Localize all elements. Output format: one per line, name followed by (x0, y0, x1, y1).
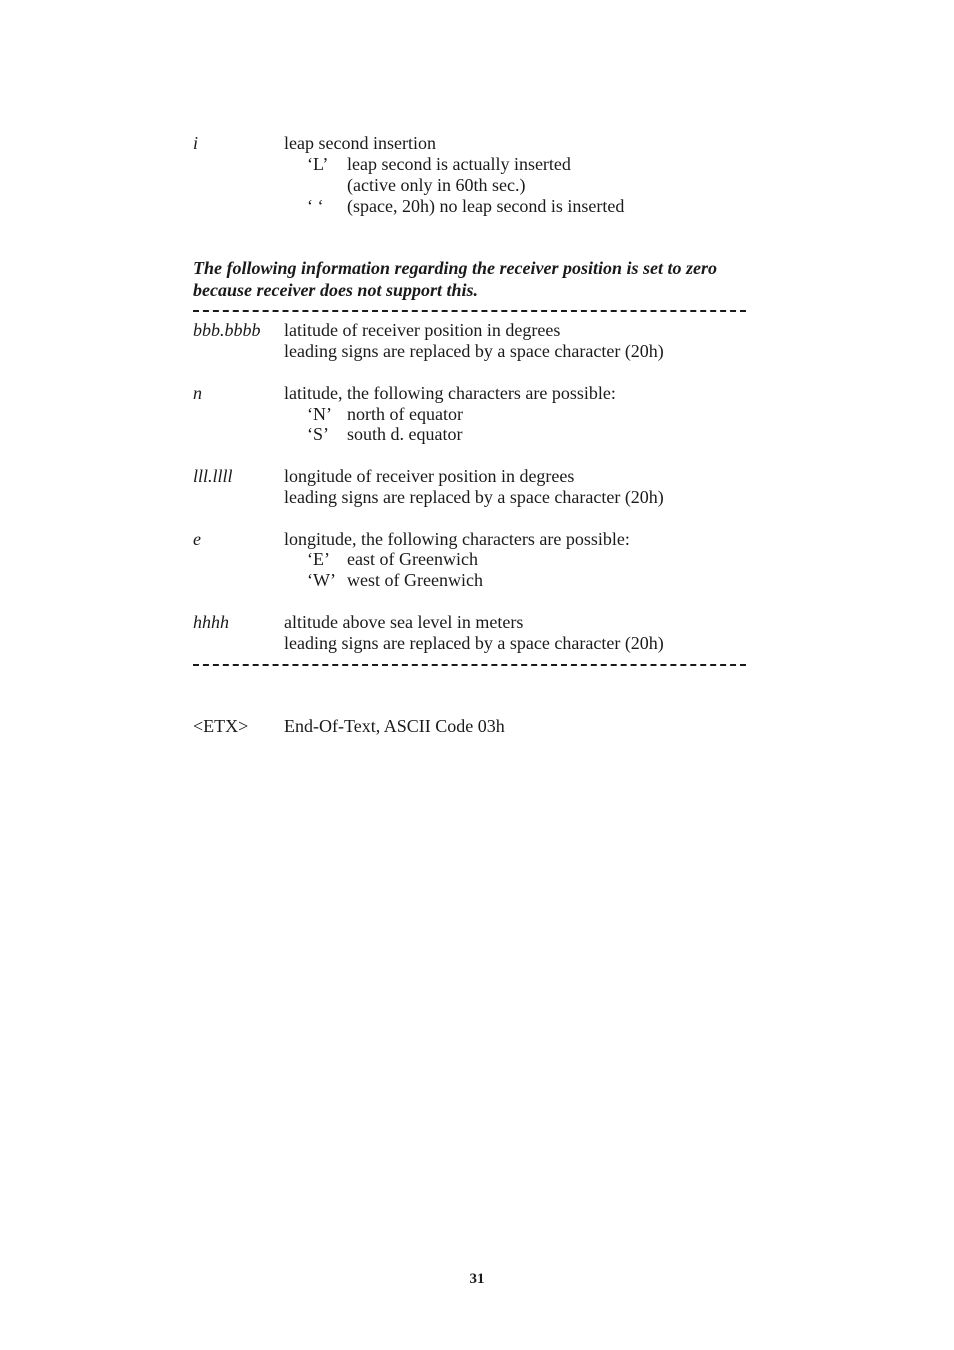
option-code: ‘N’ (307, 404, 332, 424)
field-description: longitude, the following characters are possible: (284, 529, 630, 549)
option-code: ‘S’ (307, 424, 329, 444)
field-symbol-e: e (193, 529, 201, 549)
option-code: ‘ ‘ (307, 196, 324, 216)
option-description: north of equator (347, 404, 463, 424)
field-description: latitude of receiver position in degrees (284, 320, 561, 340)
option-description: (space, 20h) no leap second is inserted (347, 196, 625, 216)
option-code: ‘W’ (307, 570, 336, 590)
option-description-continued: (active only in 60th sec.) (347, 175, 526, 195)
field-description: leap second insertion (284, 133, 436, 153)
option-description: west of Greenwich (347, 570, 483, 590)
field-symbol-etx: <ETX> (193, 716, 249, 736)
field-symbol-i: i (193, 133, 199, 153)
option-description: south d. equator (347, 424, 463, 444)
position-note-line-2: because receiver does not support this. (193, 280, 478, 300)
field-description: altitude above sea level in meters (284, 612, 524, 632)
option-code: ‘L’ (307, 154, 329, 174)
option-description: leap second is actually inserted (347, 154, 571, 174)
field-description: End-Of-Text, ASCII Code 03h (284, 716, 505, 736)
dashed-rule-top (193, 310, 746, 312)
field-description: longitude of receiver position in degrees (284, 466, 575, 486)
field-symbol-altitude: hhhh (193, 612, 229, 632)
dashed-rule-bottom (193, 664, 746, 666)
field-symbol-longitude: lll.llll (193, 466, 233, 486)
field-description-continued: leading signs are replaced by a space character (20h) (284, 487, 664, 507)
page-number: 31 (469, 1271, 485, 1287)
field-description-continued: leading signs are replaced by a space character (20h) (284, 341, 664, 361)
field-description-continued: leading signs are replaced by a space character (20h) (284, 633, 664, 653)
position-note-line-1: The following information regarding the receiver position is set to zero (193, 258, 718, 278)
option-description: east of Greenwich (347, 549, 478, 569)
field-symbol-latitude: bbb.bbbb (193, 320, 261, 340)
field-description: latitude, the following characters are possible: (284, 383, 616, 403)
option-code: ‘E’ (307, 549, 330, 569)
field-symbol-n: n (193, 383, 202, 403)
